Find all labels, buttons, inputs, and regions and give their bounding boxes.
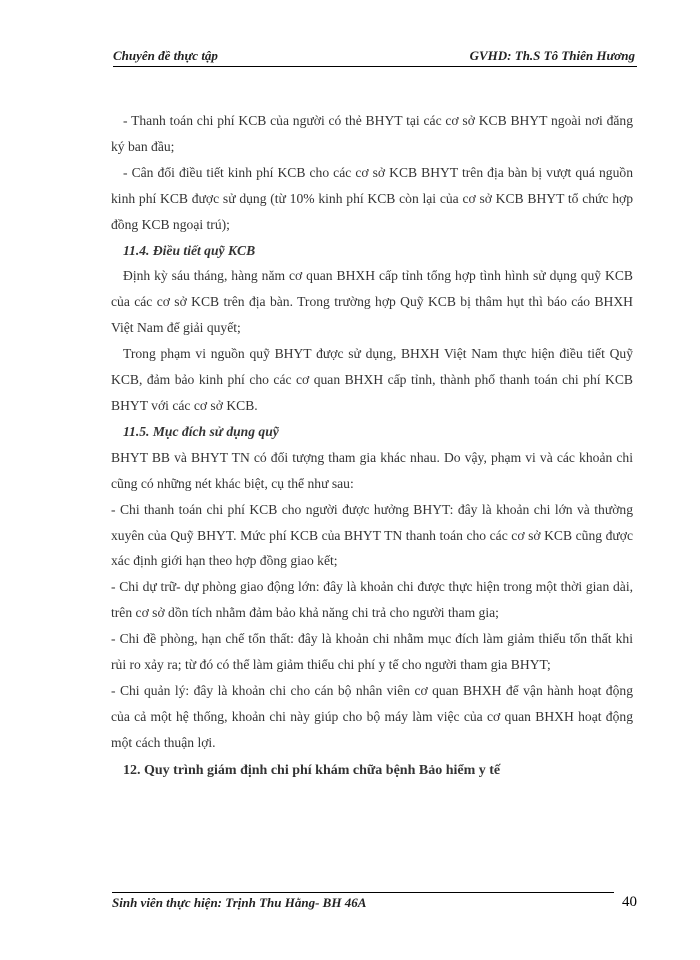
body-paragraph: - Chi quản lý: đây là khoản chi cho cán bộ nhân viên cơ quan BHXH để vận hành hoạt động của cả một hệ thống, khoản chi này giúp cho bộ máy làm việc của cơ quan BHXH hoạt động một cách thuận lợi. xyxy=(111,682,633,750)
header-divider xyxy=(113,66,637,67)
header-title: Chuyên đề thực tập xyxy=(113,48,218,63)
body-paragraph: - Thanh toán chi phí KCB của người có thẻ BHYT tại các cơ sở KCB BHYT ngoài nơi đăng ký ban đầu; xyxy=(111,113,633,154)
section-heading-11-4: 11.4. Điều tiết quỹ KCB xyxy=(123,242,256,258)
section-heading-12: 12. Quy trình giám định chi phí khám chữa bệnh Bảo hiểm y tế xyxy=(123,762,501,778)
section-heading-11-5: 11.5. Mục đích sử dụng quỹ xyxy=(123,423,279,439)
body-paragraph: - Chi đề phòng, hạn chế tổn thất: đây là khoản chi nhằm mục đích làm giảm thiểu tổn thất khi rủi ro xảy ra; từ đó có thể làm giảm thiểu chi phí y tế cho người tham gia BHYT; xyxy=(111,631,633,673)
page-body xyxy=(111,108,633,784)
footer-author: Sinh viên thực hiện: Trịnh Thu Hằng- BH 46A xyxy=(112,895,367,910)
page-number: 40 xyxy=(622,894,637,910)
body-paragraph: - Cân đối điều tiết kinh phí KCB cho các cơ sở KCB BHYT trên địa bàn bị vượt quá nguồn kinh phí KCB được sử dụng (từ 10% kinh phí KCB còn lại của cơ sở KCB BHYT tổ chức hợp đồng KCB ngoại trú); xyxy=(111,164,633,232)
body-paragraph: Trong phạm vi nguồn quỹ BHYT được sử dụng, BHXH Việt Nam thực hiện điều tiết Quỹ KCB, đảm bảo kinh phí cho các cơ quan BHXH cấp tỉnh, thành phố thanh toán chi phí KCB BHYT với các cơ sở KCB. xyxy=(111,346,633,413)
body-paragraph: BHYT BB và BHYT TN có đối tượng tham gia khác nhau. Do vậy, phạm vi và các khoản chi cũng có những nét khác biệt, cụ thể như sau: xyxy=(111,449,633,491)
body-paragraph: - Chi dự trữ- dự phòng giao động lớn: đây là khoản chi được thực hiện trong một thời gian dài, trên cơ sở dồn tích nhằm đảm bảo khả năng chi trả cho người tham gia; xyxy=(111,579,633,621)
body-paragraph: Định kỳ sáu tháng, hàng năm cơ quan BHXH cấp tỉnh tổng hợp tình hình sử dụng quỹ KCB của các cơ sở KCB trên địa bàn. Trong trường hợp Quỹ KCB bị thâm hụt thì báo cáo BHXH Việt Nam để giải quyết; xyxy=(111,268,633,336)
header-supervisor: GVHD: Th.S Tô Thiên Hương xyxy=(469,48,635,63)
page-footer xyxy=(112,895,637,917)
body-paragraph: - Chi thanh toán chi phí KCB cho người được hưởng BHYT: đây là khoản chi lớn và thường xuyên của Quỹ BHYT. Mức phí KCB của BHYT TN thanh toán cho các cơ sở KCB cũng được xác định giới hạn theo hợp đồng giao kết; xyxy=(111,501,633,569)
footer-divider xyxy=(112,892,614,893)
